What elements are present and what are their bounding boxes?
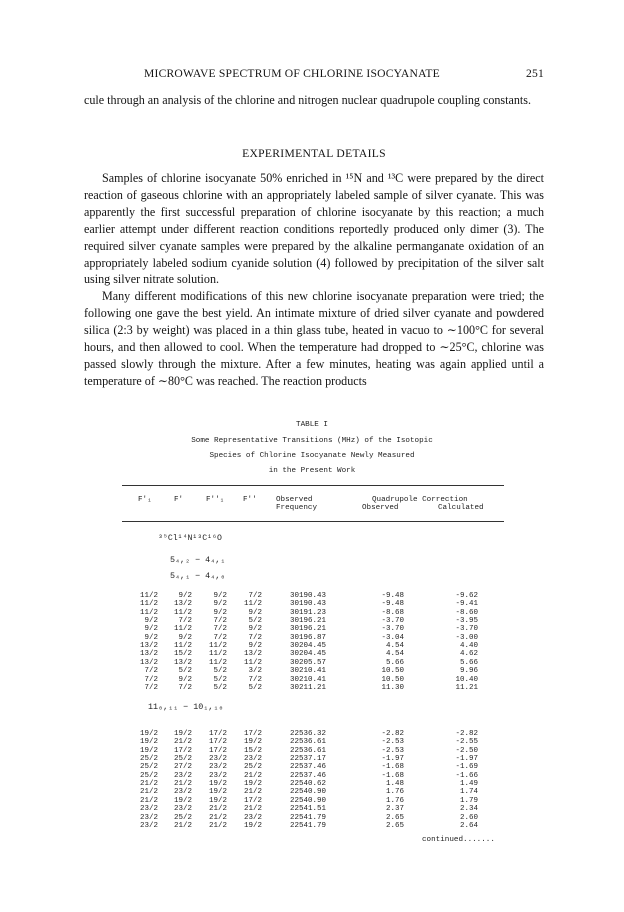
cell-f-prime: 7/2 bbox=[178, 617, 192, 626]
cell-qc-observed: 1.48 bbox=[385, 780, 404, 789]
header-observed-frequency-1: Observed bbox=[276, 496, 313, 504]
cell-observed-frequency: 22540.90 bbox=[289, 796, 326, 805]
cell-qc-observed: -1.97 bbox=[381, 755, 404, 764]
cell-qc-calculated: 2.64 bbox=[459, 821, 478, 830]
cell-f1-double-prime: 23/2 bbox=[208, 771, 227, 780]
cell-f1-double-prime: 5/2 bbox=[213, 667, 227, 676]
cell-f-double-prime: 15/2 bbox=[243, 746, 262, 755]
cell-f-prime: 17/2 bbox=[173, 746, 192, 755]
cell-observed-frequency: 30190.43 bbox=[289, 600, 326, 609]
table-row bbox=[0, 814, 624, 822]
cell-f1-prime: 19/2 bbox=[139, 738, 158, 747]
cell-f-prime: 23/2 bbox=[173, 771, 192, 780]
cell-f1-prime: 11/2 bbox=[139, 592, 158, 600]
cell-f1-prime: 9/2 bbox=[144, 617, 158, 626]
cell-f1-double-prime: 23/2 bbox=[208, 763, 227, 772]
intro-paragraph bbox=[84, 92, 544, 109]
cell-f1-double-prime: 5/2 bbox=[213, 683, 227, 692]
cell-observed-frequency: 30196.21 bbox=[289, 617, 326, 626]
table-row bbox=[0, 797, 624, 805]
cell-qc-calculated: 9.96 bbox=[459, 667, 478, 676]
cell-observed-frequency: 30196.87 bbox=[289, 633, 326, 642]
cell-qc-observed: -2.53 bbox=[381, 738, 404, 747]
cell-f-prime: 15/2 bbox=[173, 650, 192, 659]
cell-f1-double-prime: 19/2 bbox=[208, 788, 227, 797]
cell-f1-double-prime: 5/2 bbox=[213, 675, 227, 684]
cell-qc-calculated: 2.60 bbox=[459, 813, 478, 822]
cell-qc-observed: -3.04 bbox=[381, 633, 404, 642]
cell-observed-frequency: 30191.23 bbox=[289, 608, 326, 617]
table-row bbox=[0, 650, 624, 658]
cell-qc-calculated: 1.49 bbox=[459, 780, 478, 789]
cell-observed-frequency: 22540.62 bbox=[289, 780, 326, 789]
table-row bbox=[0, 730, 624, 738]
cell-f-prime: 19/2 bbox=[173, 730, 192, 738]
cell-f1-double-prime: 21/2 bbox=[208, 805, 227, 814]
cell-f-double-prime: 11/2 bbox=[243, 658, 262, 667]
cell-f-prime: 25/2 bbox=[173, 755, 192, 764]
cell-observed-frequency: 30204.45 bbox=[289, 642, 326, 651]
cell-observed-frequency: 30211.21 bbox=[289, 683, 326, 692]
table-row bbox=[0, 822, 624, 830]
cell-f-double-prime: 7/2 bbox=[248, 592, 262, 600]
body-paragraphs bbox=[84, 170, 544, 390]
cell-f1-prime: 13/2 bbox=[139, 642, 158, 651]
cell-f-double-prime: 19/2 bbox=[243, 821, 262, 830]
cell-f1-prime: 23/2 bbox=[139, 805, 158, 814]
cell-f-double-prime: 23/2 bbox=[243, 813, 262, 822]
cell-f1-double-prime: 7/2 bbox=[213, 633, 227, 642]
cell-f-double-prime: 11/2 bbox=[243, 600, 262, 609]
cell-qc-observed: 2.37 bbox=[385, 805, 404, 814]
cell-f-prime: 23/2 bbox=[173, 788, 192, 797]
cell-f1-double-prime: 11/2 bbox=[208, 642, 227, 651]
table-row bbox=[0, 684, 624, 692]
table-caption-line-2: Species of Chlorine Isocyanate Newly Measured bbox=[209, 452, 415, 460]
header-observed-frequency-2: Frequency bbox=[276, 504, 318, 512]
cell-qc-observed: 5.66 bbox=[385, 658, 404, 667]
cell-qc-observed: -1.68 bbox=[381, 771, 404, 780]
cell-f-double-prime: 17/2 bbox=[243, 730, 262, 738]
cell-f1-double-prime: 11/2 bbox=[208, 658, 227, 667]
cell-f-double-prime: 19/2 bbox=[243, 780, 262, 789]
cell-f-double-prime: 5/2 bbox=[248, 683, 262, 692]
cell-f1-double-prime: 9/2 bbox=[213, 600, 227, 609]
cell-qc-calculated: -9.62 bbox=[455, 592, 478, 600]
cell-f1-double-prime: 19/2 bbox=[208, 780, 227, 789]
table-row bbox=[0, 788, 624, 796]
paragraph-1: Samples of chlorine isocyanate 50% enriched in ¹⁵N and ¹³C were prepared by the direct reaction of gaseous chlorine with an appropriately labeled sample of silver cyanate. This was apparently the first successful preparation of chlorine isocyanate by this reaction; a much earlier attempt under different reaction conditions reportedly produced only dimer (3). The required silver cyanate samples were prepared by the alkaline permanganate oxidation of an appropriately labeled sodium cyanide solution (4) followed by precipitation of the silver salt using silver nitrate solution. bbox=[84, 171, 544, 287]
cell-qc-calculated: 10.40 bbox=[455, 675, 478, 684]
cell-observed-frequency: 22541.79 bbox=[289, 821, 326, 830]
cell-observed-frequency: 22537.46 bbox=[289, 763, 326, 772]
cell-f1-prime: 25/2 bbox=[139, 755, 158, 764]
cell-f1-prime: 11/2 bbox=[139, 600, 158, 609]
cell-f-double-prime: 17/2 bbox=[243, 796, 262, 805]
cell-f-prime: 19/2 bbox=[173, 796, 192, 805]
cell-f-prime: 11/2 bbox=[173, 642, 192, 651]
cell-f-prime: 13/2 bbox=[173, 658, 192, 667]
table-row bbox=[0, 676, 624, 684]
cell-f-prime: 11/2 bbox=[173, 608, 192, 617]
cell-f-prime: 27/2 bbox=[173, 763, 192, 772]
table-row bbox=[0, 609, 624, 617]
cell-f1-prime: 7/2 bbox=[144, 675, 158, 684]
cell-f-double-prime: 21/2 bbox=[243, 771, 262, 780]
cell-qc-calculated: 1.74 bbox=[459, 788, 478, 797]
transition-label-b: 5₄,₁ − 4₄,₀ bbox=[170, 571, 226, 581]
table-row bbox=[0, 592, 624, 600]
table-row bbox=[0, 667, 624, 675]
cell-f1-double-prime: 21/2 bbox=[208, 821, 227, 830]
cell-f-double-prime: 25/2 bbox=[243, 763, 262, 772]
cell-observed-frequency: 22541.51 bbox=[289, 805, 326, 814]
table-row bbox=[0, 659, 624, 667]
cell-observed-frequency: 22540.90 bbox=[289, 788, 326, 797]
cell-qc-observed: -3.70 bbox=[381, 617, 404, 626]
cell-observed-frequency: 22536.61 bbox=[289, 738, 326, 747]
cell-qc-calculated: 1.79 bbox=[459, 796, 478, 805]
cell-f-double-prime: 21/2 bbox=[243, 805, 262, 814]
cell-qc-observed: 2.65 bbox=[385, 821, 404, 830]
cell-qc-observed: -2.53 bbox=[381, 746, 404, 755]
table-label: TABLE I bbox=[296, 421, 328, 429]
cell-qc-calculated: 2.34 bbox=[459, 805, 478, 814]
cell-observed-frequency: 30205.57 bbox=[289, 658, 326, 667]
cell-f-prime: 21/2 bbox=[173, 780, 192, 789]
header-f-prime: F' bbox=[174, 496, 184, 504]
cell-f1-prime: 25/2 bbox=[139, 763, 158, 772]
header-f-double-prime: F'' bbox=[243, 496, 257, 504]
table-row bbox=[0, 805, 624, 813]
cell-f1-double-prime: 9/2 bbox=[213, 608, 227, 617]
cell-qc-observed: -9.48 bbox=[381, 592, 404, 600]
table-row bbox=[0, 617, 624, 625]
cell-f1-prime: 9/2 bbox=[144, 625, 158, 634]
cell-f1-prime: 11/2 bbox=[139, 608, 158, 617]
cell-observed-frequency: 30210.41 bbox=[289, 667, 326, 676]
cell-f-prime: 11/2 bbox=[173, 625, 192, 634]
cell-qc-observed: -9.48 bbox=[381, 600, 404, 609]
cell-f1-double-prime: 23/2 bbox=[208, 755, 227, 764]
cell-f-double-prime: 9/2 bbox=[248, 608, 262, 617]
cell-qc-observed: 10.50 bbox=[381, 675, 404, 684]
cell-qc-observed: 1.76 bbox=[385, 788, 404, 797]
cell-f-double-prime: 7/2 bbox=[248, 675, 262, 684]
cell-f-double-prime: 9/2 bbox=[248, 625, 262, 634]
cell-observed-frequency: 22541.79 bbox=[289, 813, 326, 822]
cell-qc-calculated: -3.00 bbox=[455, 633, 478, 642]
cell-f-double-prime: 3/2 bbox=[248, 667, 262, 676]
transition-label-c: 11₀,₁₁ − 10₁,₁₀ bbox=[148, 702, 224, 712]
cell-observed-frequency: 22536.61 bbox=[289, 746, 326, 755]
cell-f-prime: 25/2 bbox=[173, 813, 192, 822]
table-caption-line-1: Some Representative Transitions (MHz) of the Isotopic bbox=[191, 437, 433, 445]
cell-f1-double-prime: 17/2 bbox=[208, 738, 227, 747]
cell-f1-prime: 21/2 bbox=[139, 788, 158, 797]
cell-observed-frequency: 22537.17 bbox=[289, 755, 326, 764]
cell-f-prime: 21/2 bbox=[173, 821, 192, 830]
cell-f1-double-prime: 19/2 bbox=[208, 796, 227, 805]
cell-qc-observed: 2.65 bbox=[385, 813, 404, 822]
cell-qc-observed: 4.54 bbox=[385, 650, 404, 659]
transition-label-a: 5₄,₂ − 4₄,₁ bbox=[170, 555, 226, 565]
cell-qc-observed: -1.68 bbox=[381, 763, 404, 772]
intro-text: cule through an analysis of the chlorine and nitrogen nuclear quadrupole coupling constants. bbox=[84, 93, 532, 107]
cell-f-double-prime: 5/2 bbox=[248, 617, 262, 626]
cell-f-double-prime: 19/2 bbox=[243, 738, 262, 747]
cell-qc-calculated: -1.69 bbox=[455, 763, 478, 772]
cell-qc-calculated: -2.50 bbox=[455, 746, 478, 755]
cell-qc-calculated: 4.62 bbox=[459, 650, 478, 659]
cell-f1-double-prime: 9/2 bbox=[213, 592, 227, 600]
cell-f1-prime: 23/2 bbox=[139, 813, 158, 822]
cell-f-double-prime: 9/2 bbox=[248, 642, 262, 651]
cell-f1-prime: 19/2 bbox=[139, 746, 158, 755]
running-title: MICROWAVE SPECTRUM OF CHLORINE ISOCYANATE bbox=[144, 67, 440, 80]
cell-observed-frequency: 30190.43 bbox=[289, 592, 326, 600]
cell-qc-observed: 4.54 bbox=[385, 642, 404, 651]
cell-f1-prime: 13/2 bbox=[139, 650, 158, 659]
cell-f-prime: 7/2 bbox=[178, 683, 192, 692]
cell-f1-double-prime: 21/2 bbox=[208, 813, 227, 822]
cell-qc-calculated: 5.66 bbox=[459, 658, 478, 667]
cell-qc-observed: -2.82 bbox=[381, 730, 404, 738]
header-f1-prime: F'₁ bbox=[138, 496, 152, 504]
cell-f1-prime: 21/2 bbox=[139, 796, 158, 805]
table-row bbox=[0, 747, 624, 755]
cell-qc-observed: 10.50 bbox=[381, 667, 404, 676]
cell-f-double-prime: 13/2 bbox=[243, 650, 262, 659]
paragraph-2: Many different modifications of this new chlorine isocyanate preparation were tried; the following one gave the best yield. An intimate mixture of dried silver cyanate and powdered silica (2:3 by weight) was placed in a thin glass tube, heated in vacuo to ∼100°C for several hours, and then allowed to cool. When the temperature had dropped to ∼25°C, chlorine was passed slowly through the mixture. After a few minutes, heating was again applied until a temperature of ∼80°C was reached. The reaction products bbox=[84, 289, 544, 388]
cell-f-prime: 9/2 bbox=[178, 675, 192, 684]
cell-qc-calculated: -2.82 bbox=[455, 730, 478, 738]
table-caption-line-3: in the Present Work bbox=[268, 467, 356, 475]
cell-f1-prime: 13/2 bbox=[139, 658, 158, 667]
table-header-rule bbox=[122, 521, 504, 522]
cell-f-prime: 21/2 bbox=[173, 738, 192, 747]
cell-qc-calculated: -8.60 bbox=[455, 608, 478, 617]
cell-qc-calculated: -1.66 bbox=[455, 771, 478, 780]
cell-qc-calculated: -1.97 bbox=[455, 755, 478, 764]
table-row bbox=[0, 634, 624, 642]
cell-qc-observed: -8.68 bbox=[381, 608, 404, 617]
cell-f-double-prime: 21/2 bbox=[243, 788, 262, 797]
cell-f-double-prime: 7/2 bbox=[248, 633, 262, 642]
cell-f-prime: 23/2 bbox=[173, 805, 192, 814]
table-row bbox=[0, 772, 624, 780]
cell-f1-double-prime: 17/2 bbox=[208, 746, 227, 755]
cell-f1-prime: 7/2 bbox=[144, 683, 158, 692]
cell-observed-frequency: 30210.41 bbox=[289, 675, 326, 684]
cell-qc-observed: -3.70 bbox=[381, 625, 404, 634]
page-number: 251 bbox=[526, 67, 544, 80]
section-heading: EXPERIMENTAL DETAILS bbox=[242, 147, 386, 160]
cell-f-prime: 9/2 bbox=[178, 592, 192, 600]
cell-observed-frequency: 30204.45 bbox=[289, 650, 326, 659]
cell-f1-double-prime: 17/2 bbox=[208, 730, 227, 738]
header-qc-observed: Observed bbox=[362, 504, 399, 512]
cell-f1-prime: 9/2 bbox=[144, 633, 158, 642]
header-f1-double-prime: F''₁ bbox=[206, 496, 225, 504]
table-row bbox=[0, 763, 624, 771]
cell-qc-observed: 11.30 bbox=[381, 683, 404, 692]
cell-f1-prime: 21/2 bbox=[139, 780, 158, 789]
table-row bbox=[0, 642, 624, 650]
cell-observed-frequency: 22536.32 bbox=[289, 730, 326, 738]
cell-observed-frequency: 30196.21 bbox=[289, 625, 326, 634]
cell-f1-prime: 23/2 bbox=[139, 821, 158, 830]
table-row bbox=[0, 625, 624, 633]
table-row bbox=[0, 780, 624, 788]
cell-qc-calculated: -2.55 bbox=[455, 738, 478, 747]
cell-qc-calculated: -3.95 bbox=[455, 617, 478, 626]
cell-f1-prime: 19/2 bbox=[139, 730, 158, 738]
isotopic-species-label: ³⁵Cl¹⁴N¹³C¹⁶O bbox=[158, 534, 222, 543]
table-row bbox=[0, 755, 624, 763]
cell-f-double-prime: 23/2 bbox=[243, 755, 262, 764]
table-row bbox=[0, 738, 624, 746]
cell-qc-calculated: -3.70 bbox=[455, 625, 478, 634]
header-qc-calculated: Calculated bbox=[438, 504, 484, 512]
cell-observed-frequency: 22537.46 bbox=[289, 771, 326, 780]
cell-f-prime: 9/2 bbox=[178, 633, 192, 642]
cell-f-prime: 13/2 bbox=[173, 600, 192, 609]
cell-f1-double-prime: 7/2 bbox=[213, 625, 227, 634]
cell-qc-calculated: 11.21 bbox=[455, 683, 478, 692]
cell-f1-double-prime: 7/2 bbox=[213, 617, 227, 626]
cell-qc-calculated: 4.40 bbox=[459, 642, 478, 651]
cell-f1-double-prime: 11/2 bbox=[208, 650, 227, 659]
header-quadrupole-correction: Quadrupole Correction bbox=[372, 496, 468, 504]
running-header bbox=[84, 67, 544, 83]
cell-f-prime: 5/2 bbox=[178, 667, 192, 676]
table-row bbox=[0, 600, 624, 608]
cell-f1-prime: 25/2 bbox=[139, 771, 158, 780]
cell-f1-prime: 7/2 bbox=[144, 667, 158, 676]
continued-note: continued....... bbox=[422, 836, 495, 844]
cell-qc-observed: 1.76 bbox=[385, 796, 404, 805]
table-top-rule bbox=[122, 485, 504, 486]
cell-qc-calculated: -9.41 bbox=[455, 600, 478, 609]
